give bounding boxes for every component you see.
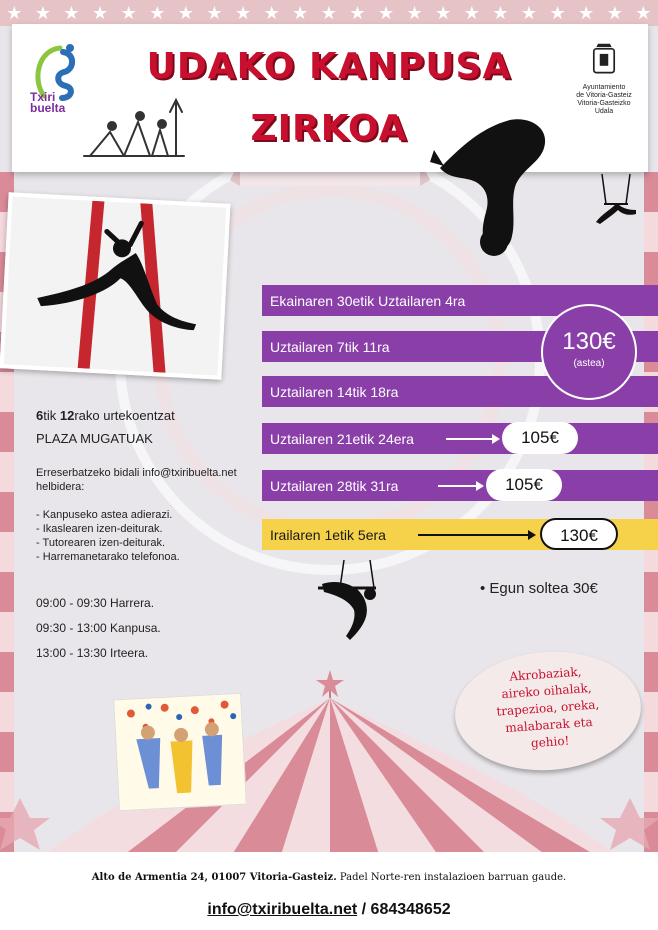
- address-bold: Alto de Armentia 24, 01007 Vitoria-Gasteiz.: [91, 872, 337, 883]
- star-icon: ★: [292, 3, 309, 23]
- activity-line: malabarak eta: [504, 714, 594, 735]
- arrow-right-icon: [418, 534, 534, 536]
- star-icon: ★: [349, 3, 366, 23]
- phone-number: / 684348652: [357, 901, 451, 918]
- star-icon: ★: [635, 3, 652, 23]
- list-item: - Kanpuseko astea adierazi.: [36, 509, 173, 521]
- star-icon: ★: [6, 3, 23, 23]
- list-item: - Ikaslearen izen-deiturak.: [36, 523, 163, 535]
- footer-address: [0, 872, 658, 883]
- price-pill: 130€: [540, 518, 618, 550]
- council-line2: de Vitoria-Gasteiz: [576, 92, 632, 99]
- star-icon: ★: [435, 3, 452, 23]
- page-title: UDAKO KANPUSA: [146, 46, 512, 87]
- age-rest: rako urtekoentzat: [74, 408, 175, 423]
- schedule-item: 09:30 - 13:00 Kanpusa.: [36, 621, 161, 635]
- single-day-price: • Egun soltea 30€: [480, 580, 598, 597]
- footer-contact: [0, 901, 658, 919]
- coat-of-arms-icon: [591, 42, 617, 76]
- star-icon: ★: [206, 3, 223, 23]
- activity-line: aireko oihalak,: [501, 680, 593, 702]
- reservation-list: [36, 508, 180, 564]
- star-icon: ★: [377, 3, 395, 23]
- address-rest: Padel Norte-ren instalazioen barruan gaude.: [336, 872, 567, 883]
- week-row: Irailaren 1etik 5era: [262, 519, 658, 550]
- star-icon: ★: [320, 3, 337, 23]
- week-row: Uztailaren 28tik 31ra: [262, 470, 658, 501]
- star-icon: ★: [177, 3, 194, 23]
- schedule-item: 09:00 - 09:30 Harrera.: [36, 596, 155, 610]
- age-mid: tik: [43, 408, 60, 423]
- page-subtitle: ZIRKOA: [250, 108, 408, 149]
- limited-places-text: PLAZA MUGATUAK: [36, 431, 153, 446]
- age-range-text: [36, 408, 175, 423]
- star-icon: ★: [492, 3, 509, 23]
- jugglers-illustration: [113, 693, 247, 812]
- week-row: Uztailaren 7tik 11ra: [262, 331, 658, 362]
- week-row: Ekainaren 30etik Uztailaren 4ra: [262, 285, 658, 316]
- star-icon: ★: [463, 3, 480, 23]
- age-to: 12: [59, 408, 75, 423]
- weekly-price-unit: (astea): [573, 358, 605, 369]
- age-from: 6: [36, 408, 44, 423]
- star-icon: ★: [578, 3, 595, 23]
- aerial-silks-photo: [0, 192, 230, 379]
- tent-star-icon: [316, 670, 344, 698]
- star-icon: ★: [520, 3, 538, 23]
- price-pill: 105€: [486, 469, 562, 501]
- star-icon: ★: [92, 3, 109, 23]
- acrobat-silhouette-icon: [420, 108, 570, 268]
- list-item: - Harremanetarako telefonoa.: [36, 551, 180, 563]
- council-line1: Ayuntamiento: [582, 84, 626, 91]
- schedule-item: 13:00 - 13:30 Irteera.: [36, 646, 149, 660]
- week-row: Uztailaren 14tik 18ra: [262, 376, 658, 407]
- council-logo: [574, 42, 634, 116]
- email-link[interactable]: info@txiribuelta.net: [207, 901, 358, 918]
- arrow-right-icon: [438, 485, 482, 487]
- trapeze-silhouette-icon: [592, 174, 640, 226]
- star-icon: ★: [549, 3, 566, 23]
- reservation-instructions: Erreserbatzeko bidali info@txiribuelta.net helbidera:: [36, 467, 237, 493]
- top-star-band: [0, 0, 658, 26]
- star-icon: ★: [120, 3, 137, 23]
- price-pill: 105€: [502, 422, 578, 454]
- star-icon: ★: [406, 3, 423, 23]
- jugglers-drawing-icon: [114, 694, 248, 813]
- star-icon: ★: [34, 3, 51, 23]
- star-icon: ★: [63, 3, 80, 23]
- council-line3: Vitoria-Gasteizko: [577, 100, 631, 107]
- hanging-acrobat-silhouette-icon: [314, 560, 394, 640]
- list-item: - Tutorearen izen-deiturak.: [36, 537, 166, 549]
- star-icon: ★: [234, 3, 252, 23]
- star-icon: ★: [263, 3, 280, 23]
- weekly-price-badge: [541, 304, 637, 400]
- activity-line: Akrobaziak,: [508, 664, 582, 684]
- council-text: [574, 84, 634, 116]
- council-line4: Udala: [594, 108, 614, 115]
- week-row: Uztailaren 21etik 24era: [262, 423, 658, 454]
- activity-line: trapezioa, oreka,: [495, 697, 600, 719]
- logo-text-line1: Txiri: [30, 90, 56, 104]
- arrow-right-icon: [446, 438, 498, 440]
- logo-text-line2: buelta: [30, 101, 66, 115]
- star-icon: ★: [606, 3, 623, 23]
- aerial-silks-performer-icon: [4, 197, 226, 376]
- weekly-price-value: 130€: [562, 328, 616, 355]
- star-icon: ★: [149, 3, 166, 23]
- activity-line: gehio!: [530, 733, 570, 751]
